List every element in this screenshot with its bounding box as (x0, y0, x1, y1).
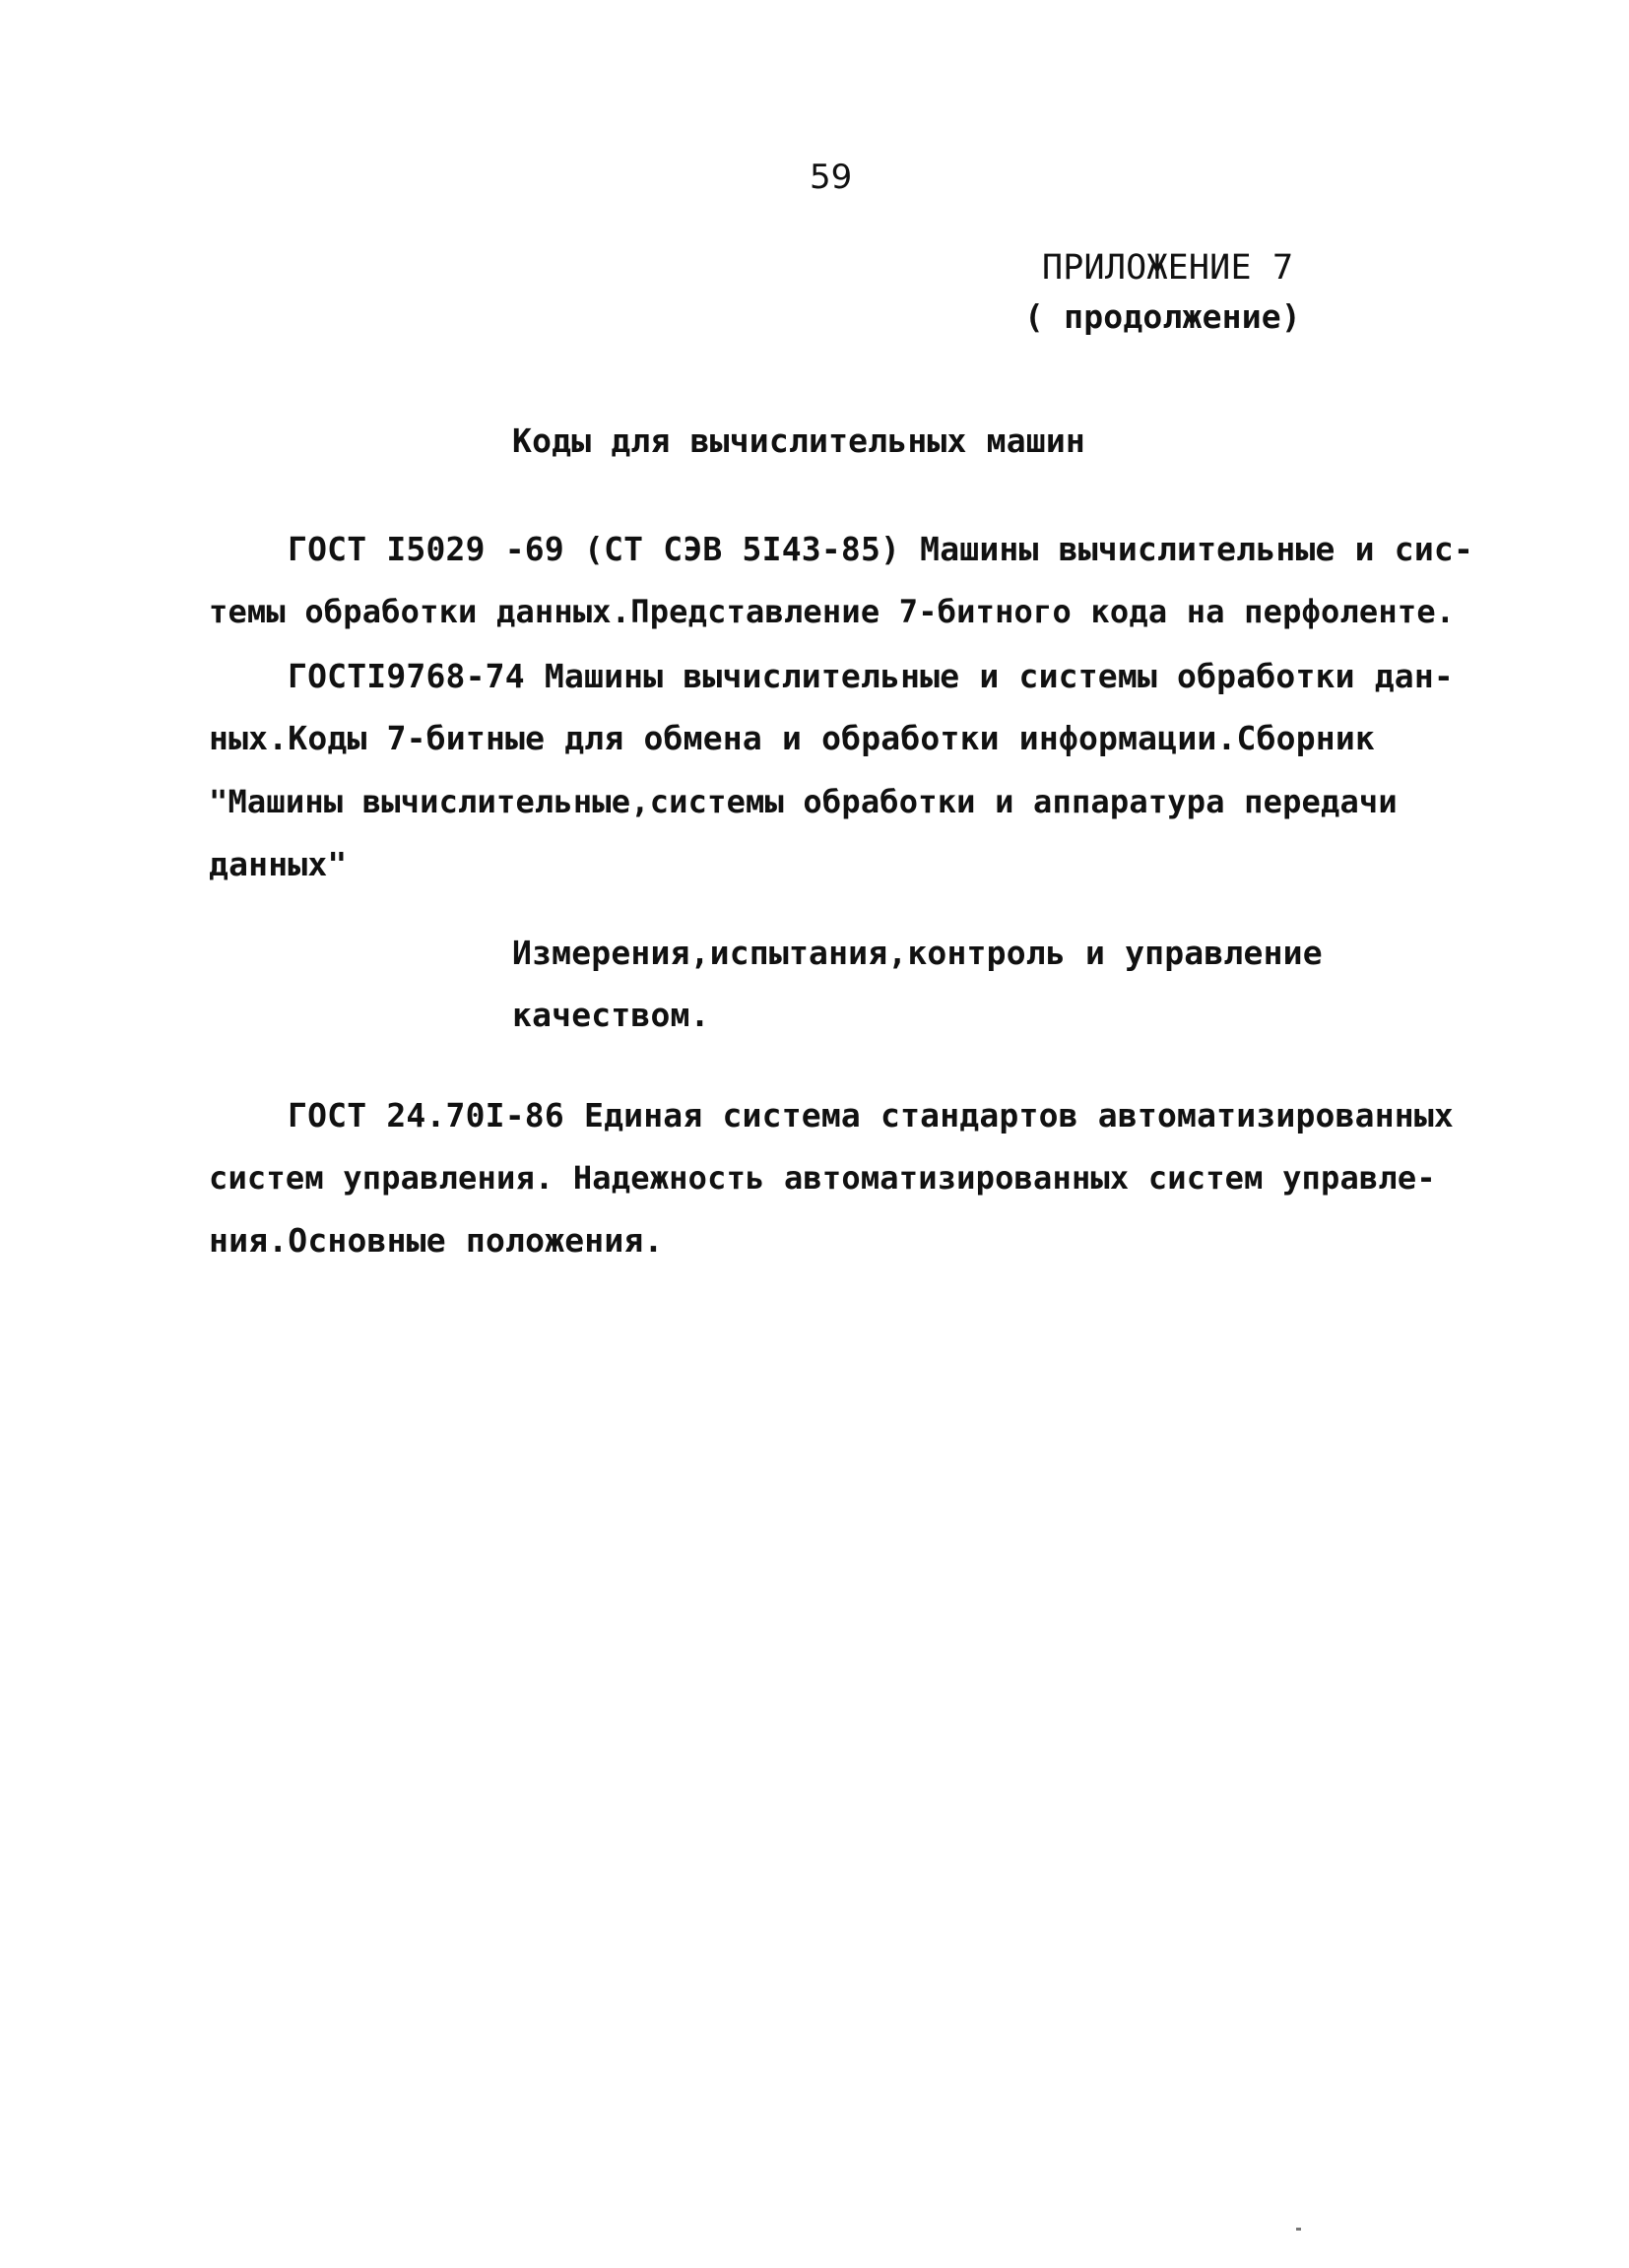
scan-speck (1296, 2228, 1301, 2231)
paragraph-line: данных" (209, 845, 348, 883)
paragraph-line: ных.Коды 7-битные для обмена и обработки информации.Сборник (209, 719, 1375, 757)
paragraph-line: ГОСТ 24.70I-86 Единая система стандартов автоматизированных (288, 1096, 1454, 1134)
subheading-line: Измерения,испытания,контроль и управление (512, 934, 1323, 972)
section-heading: Коды для вычислительных машин (512, 421, 1085, 460)
appendix-title: ПРИЛОЖЕНИЕ 7 (1042, 248, 1294, 288)
paragraph-line: темы обработки данных.Представление 7-битного кода на перфоленте. (209, 593, 1456, 630)
paragraph-line: "Машины вычислительные,системы обработки и аппаратура передачи (209, 783, 1398, 820)
paragraph-line: ГОСТ I5029 -69 (СТ СЭВ 5I43-85) Машины вычислительные и сис- (288, 530, 1474, 568)
paragraph-line: систем управления. Надежность автоматизированных систем управле- (209, 1159, 1436, 1197)
page-number: 59 (810, 158, 853, 197)
paragraph-line: ния.Основные положения. (209, 1221, 664, 1260)
subheading-line: качеством. (512, 996, 710, 1034)
appendix-subtitle: ( продолжение) (1024, 297, 1301, 336)
paragraph-line: ГОСТI9768-74 Машины вычислительные и системы обработки дан- (288, 657, 1454, 695)
